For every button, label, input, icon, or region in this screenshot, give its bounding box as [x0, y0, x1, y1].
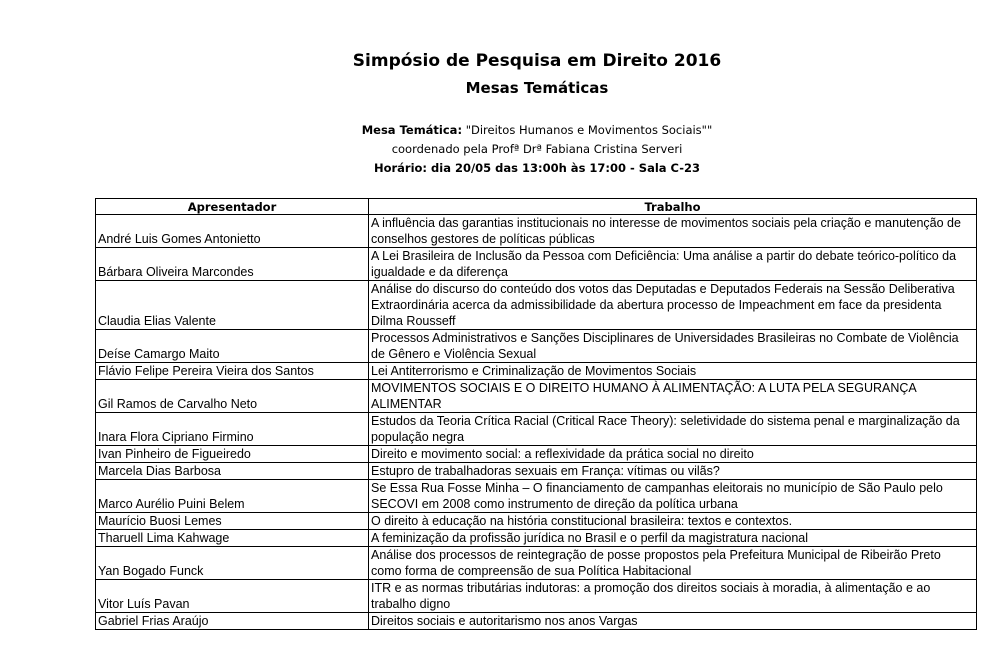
table-row	[96, 330, 977, 363]
coordination-line: coordenado pela Profª Drª Fabiana Cristina Serveri	[391, 142, 683, 156]
table-row	[96, 446, 977, 463]
work-cell: Lei Antiterrorismo e Criminalização de Movimentos Sociais	[369, 363, 977, 380]
mesa-value: "Direitos Humanos e Movimentos Sociais""	[465, 123, 713, 137]
work-cell: MOVIMENTOS SOCIAIS E O DIREITO HUMANO À ALIMENTAÇÃO: A LUTA PELA SEGURANÇA ALIMENTAR	[369, 380, 977, 413]
table-row	[96, 281, 977, 330]
work-cell: Estupro de trabalhadoras sexuais em França: vítimas ou vilãs?	[369, 463, 977, 480]
presenter-cell: Gabriel Frias Araújo	[96, 613, 369, 630]
presenter-cell: Gil Ramos de Carvalho Neto	[96, 380, 369, 413]
presentations-table	[95, 198, 977, 630]
work-cell: A feminização da profissão jurídica no Brasil e o perfil da magistratura nacional	[369, 530, 977, 547]
presenter-cell: Ivan Pinheiro de Figueiredo	[96, 446, 369, 463]
work-cell: Análise do discurso do conteúdo dos votos das Deputadas e Deputados Federais na Sessão Deliberativa Extraordinária acerca da admissibilidade da abertura processo de Impeachment em face da presidenta Dilma Rousseff	[369, 281, 977, 330]
mesa-label: Mesa Temática:	[361, 123, 463, 137]
table-row	[96, 613, 977, 630]
work-cell: Se Essa Rua Fosse Minha – O financiamento de campanhas eleitorais no município de São Paulo pelo SECOVI em 2008 como instrumento de direção da política urbana	[369, 480, 977, 513]
table-row	[96, 215, 977, 248]
work-cell: A Lei Brasileira de Inclusão da Pessoa com Deficiência: Uma análise a partir do debate teórico-político da igualdade e da diferença	[369, 248, 977, 281]
schedule-line: Horário: dia 20/05 das 13:00h às 17:00 - Sala C-23	[373, 161, 701, 175]
presenter-cell: Claudia Elias Valente	[96, 281, 369, 330]
work-cell: Análise dos processos de reintegração de posse propostos pela Prefeitura Municipal de Ribeirão Preto como forma de compreensão de sua Política Habitacional	[369, 547, 977, 580]
work-cell: Direito e movimento social: a reflexividade da prática social no direito	[369, 446, 977, 463]
table-row	[96, 248, 977, 281]
work-cell: A influência das garantias institucionais no interesse de movimentos sociais pela criação e manutenção de conselhos gestores de políticas públicas	[369, 215, 977, 248]
presenter-cell: Deíse Camargo Maito	[96, 330, 369, 363]
header-presenter: Apresentador	[96, 199, 369, 215]
mesa-line	[0, 121, 989, 139]
table-row	[96, 380, 977, 413]
table-row	[96, 530, 977, 547]
document-subtitle: Mesas Temáticas	[465, 79, 609, 97]
work-cell: ITR e as normas tributárias indutoras: a promoção dos direitos sociais à moradia, à alimentação e ao trabalho digno	[369, 580, 977, 613]
table-row	[96, 580, 977, 613]
header-work: Trabalho	[369, 199, 977, 215]
presenter-cell: Inara Flora Cipriano Firmino	[96, 413, 369, 446]
table-row	[96, 480, 977, 513]
work-cell: O direito à educação na história constitucional brasileira: textos e contextos.	[369, 513, 977, 530]
presenter-cell: André Luis Gomes Antonietto	[96, 215, 369, 248]
presenter-cell: Maurício Buosi Lemes	[96, 513, 369, 530]
work-cell: Estudos da Teoria Crítica Racial (Critical Race Theory): seletividade do sistema penal e marginalização da população negra	[369, 413, 977, 446]
presenter-cell: Vitor Luís Pavan	[96, 580, 369, 613]
table-header-row	[96, 199, 977, 215]
presenter-cell: Bárbara Oliveira Marcondes	[96, 248, 369, 281]
presenter-cell: Marcela Dias Barbosa	[96, 463, 369, 480]
work-cell: Processos Administrativos e Sanções Disciplinares de Universidades Brasileiras no Combate de Violência de Gênero e Violência Sexual	[369, 330, 977, 363]
table-row	[96, 463, 977, 480]
table-row	[96, 547, 977, 580]
work-cell: Direitos sociais e autoritarismo nos anos Vargas	[369, 613, 977, 630]
presenter-cell: Marco Aurélio Puini Belem	[96, 480, 369, 513]
document-title: Simpósio de Pesquisa em Direito 2016	[352, 51, 722, 71]
table-row	[96, 363, 977, 380]
presenter-cell: Flávio Felipe Pereira Vieira dos Santos	[96, 363, 369, 380]
presenter-cell: Yan Bogado Funck	[96, 547, 369, 580]
table-row	[96, 513, 977, 530]
table-body	[96, 215, 977, 630]
table-row	[96, 413, 977, 446]
presenter-cell: Tharuell Lima Kahwage	[96, 530, 369, 547]
